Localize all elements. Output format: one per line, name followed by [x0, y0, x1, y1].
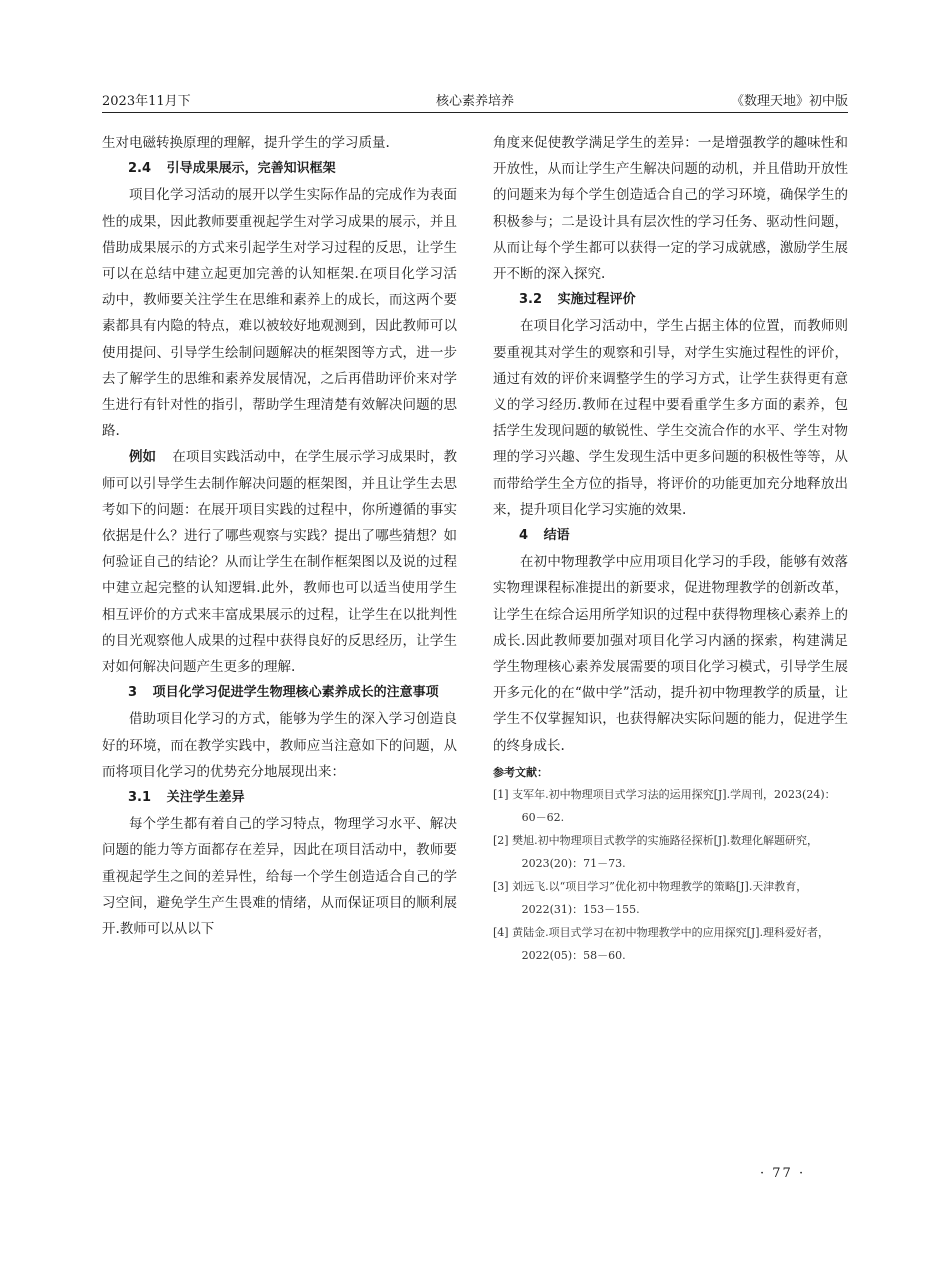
continuation-paragraph: 角度来促使教学满足学生的差异：一是增强教学的趣味性和开放性，从而让学生产生解决问题的动机，并且借助开放性的问题来为每个学生创造适合自己的学习环境，确保学生的积极参与；二是设计具有层次性的学习任务、驱动性问题，从而让每个学生都可以获得一定的学习成就感，激励学生展开不断的深入探究. — [493, 135, 848, 283]
section-title: 结语 — [543, 528, 570, 544]
section-number: 3.1 — [128, 790, 152, 806]
references-title: 参考文献： — [493, 765, 548, 779]
running-header — [102, 86, 848, 113]
header-journal: 《数理天地》初中版 — [730, 94, 848, 109]
example-paragraph — [102, 444, 457, 680]
section-heading-3 — [102, 680, 457, 706]
reference-item: [3] 刘远飞.以“项目学习”优化初中物理教学的策略[J].天津教育，2022(31)：153－155. — [493, 879, 808, 916]
paragraph: 在初中物理教学中应用项目化学习的手段，能够有效落实物理课程标准提出的新要求，促进物理教学的创新改革，让学生在综合运用所学知识的过程中获得物理核心素养上的成长.因此教师要加强对项目化学习内涵的探索，构建满足学生物理核心素养发展需要的项目化学习模式，引导学生展开多元化的在“做中学”活动，提升初中物理教学的质量，让学生不仅掌握知识，也获得解决实际问题的能力，促进学生的终身成长. — [493, 554, 848, 754]
reference-item: [1] 支军年.初中物理项目式学习法的运用探究[J].学周刊，2023(24)：60－62. — [493, 787, 836, 824]
paragraph: 每个学生都有着自己的学习特点，物理学习水平、解决问题的能力等方面都存在差异，因此在项目活动中，教师要重视起学生之间的差异性，给每一个学生创造适合自己的学习空间，避免学生产生畏难的情绪，从而保证项目的顺利展开.教师可以从以下 — [102, 816, 457, 938]
section-number: 4 — [519, 528, 529, 544]
reference-item: [4] 黄陆金.项目式学习在初中物理教学中的应用探究[J].理科爱好者，2022(05)：58－60. — [493, 925, 830, 962]
page-number: · 77 · — [760, 1166, 806, 1181]
paragraph: 项目化学习活动的展开以学生实际作品的完成作为表面性的成果，因此教师要重视起学生对学习成果的展示，并且借助成果展示的方式来引起学生对学习过程的反思，让学生可以在总结中建立起更加完善的认知框架.在项目化学习活动中，教师要关注学生在思维和素养上的成长，而这两个要素都具有内隐的特点，难以被较好地观测到，因此教师可以使用提问、引导学生绘制问题解决的框架图等方式，进一步去了解学生的思维和素养发展情况，之后再借助评价来对学生进行有针对性的指引，帮助学生理清楚有效解决问题的思路. — [102, 187, 457, 440]
intro-paragraph: 生对电磁转换原理的理解，提升学生的学习质量. — [102, 135, 390, 151]
section-number: 3 — [128, 685, 138, 701]
section-number: 3.2 — [519, 292, 543, 308]
section-title: 关注学生差异 — [166, 790, 245, 806]
section-heading-4 — [493, 523, 848, 549]
right-column — [493, 130, 848, 967]
section-heading-2-4 — [102, 156, 457, 182]
section-heading-3-1 — [102, 785, 457, 811]
paragraph: 在项目化学习活动中，学生占据主体的位置，而教师则要重视其对学生的观察和引导，对学生实施过程性的评价，通过有效的评价来调整学生的学习方式，让学生获得更有意义的学习经历.教师在过程中要看重学生多方面的素养，包括学生发现问题的敏锐性、学生交流合作的水平、学生对物理的学习兴趣、学生发现生活中更多问题的积极性等等，从而带给学生全方位的指导，将评价的功能更加充分地释放出来，提升项目化学习实施的效果. — [493, 318, 848, 518]
example-lead: 例如 — [129, 449, 157, 466]
paragraph: 借助项目化学习的方式，能够为学生的深入学习创造良好的环境，而在教学实践中，教师应当注意如下的问题，从而将项目化学习的优势充分地展现出来： — [102, 711, 457, 780]
section-heading-3-2 — [493, 287, 848, 313]
header-column-name: 核心素养培养 — [435, 94, 514, 109]
section-title: 项目化学习促进学生物理核心素养成长的注意事项 — [152, 685, 439, 701]
example-text: 在项目实践活动中，在学生展示学习成果时，教师可以引导学生去制作解决问题的框架图，并且让学生去思考如下的问题：在展开项目实践的过程中，你所遵循的事实依据是什么？进行了哪些观察与实践？提出了哪些猜想？如何验证自己的结论？从而让学生在制作框架图以及说的过程中建立起完整的认知逻辑.此外，教师也可以适当使用学生相互评价的方式来丰富成果展示的过程，让学生在以批判性的目光观察他人成果的过程中获得良好的反思经历，让学生对如何解决问题产生更多的理解. — [102, 449, 458, 676]
reference-item: [2] 樊旭.初中物理项目式教学的实施路径探析[J].数理化解题研究，2023(20)：71－73. — [493, 833, 819, 870]
header-date: 2023年11月下 — [102, 94, 191, 109]
section-title: 引导成果展示，完善知识框架 — [166, 161, 336, 177]
section-title: 实施过程评价 — [557, 292, 636, 308]
section-number: 2.4 — [128, 161, 152, 177]
left-column — [102, 130, 457, 942]
